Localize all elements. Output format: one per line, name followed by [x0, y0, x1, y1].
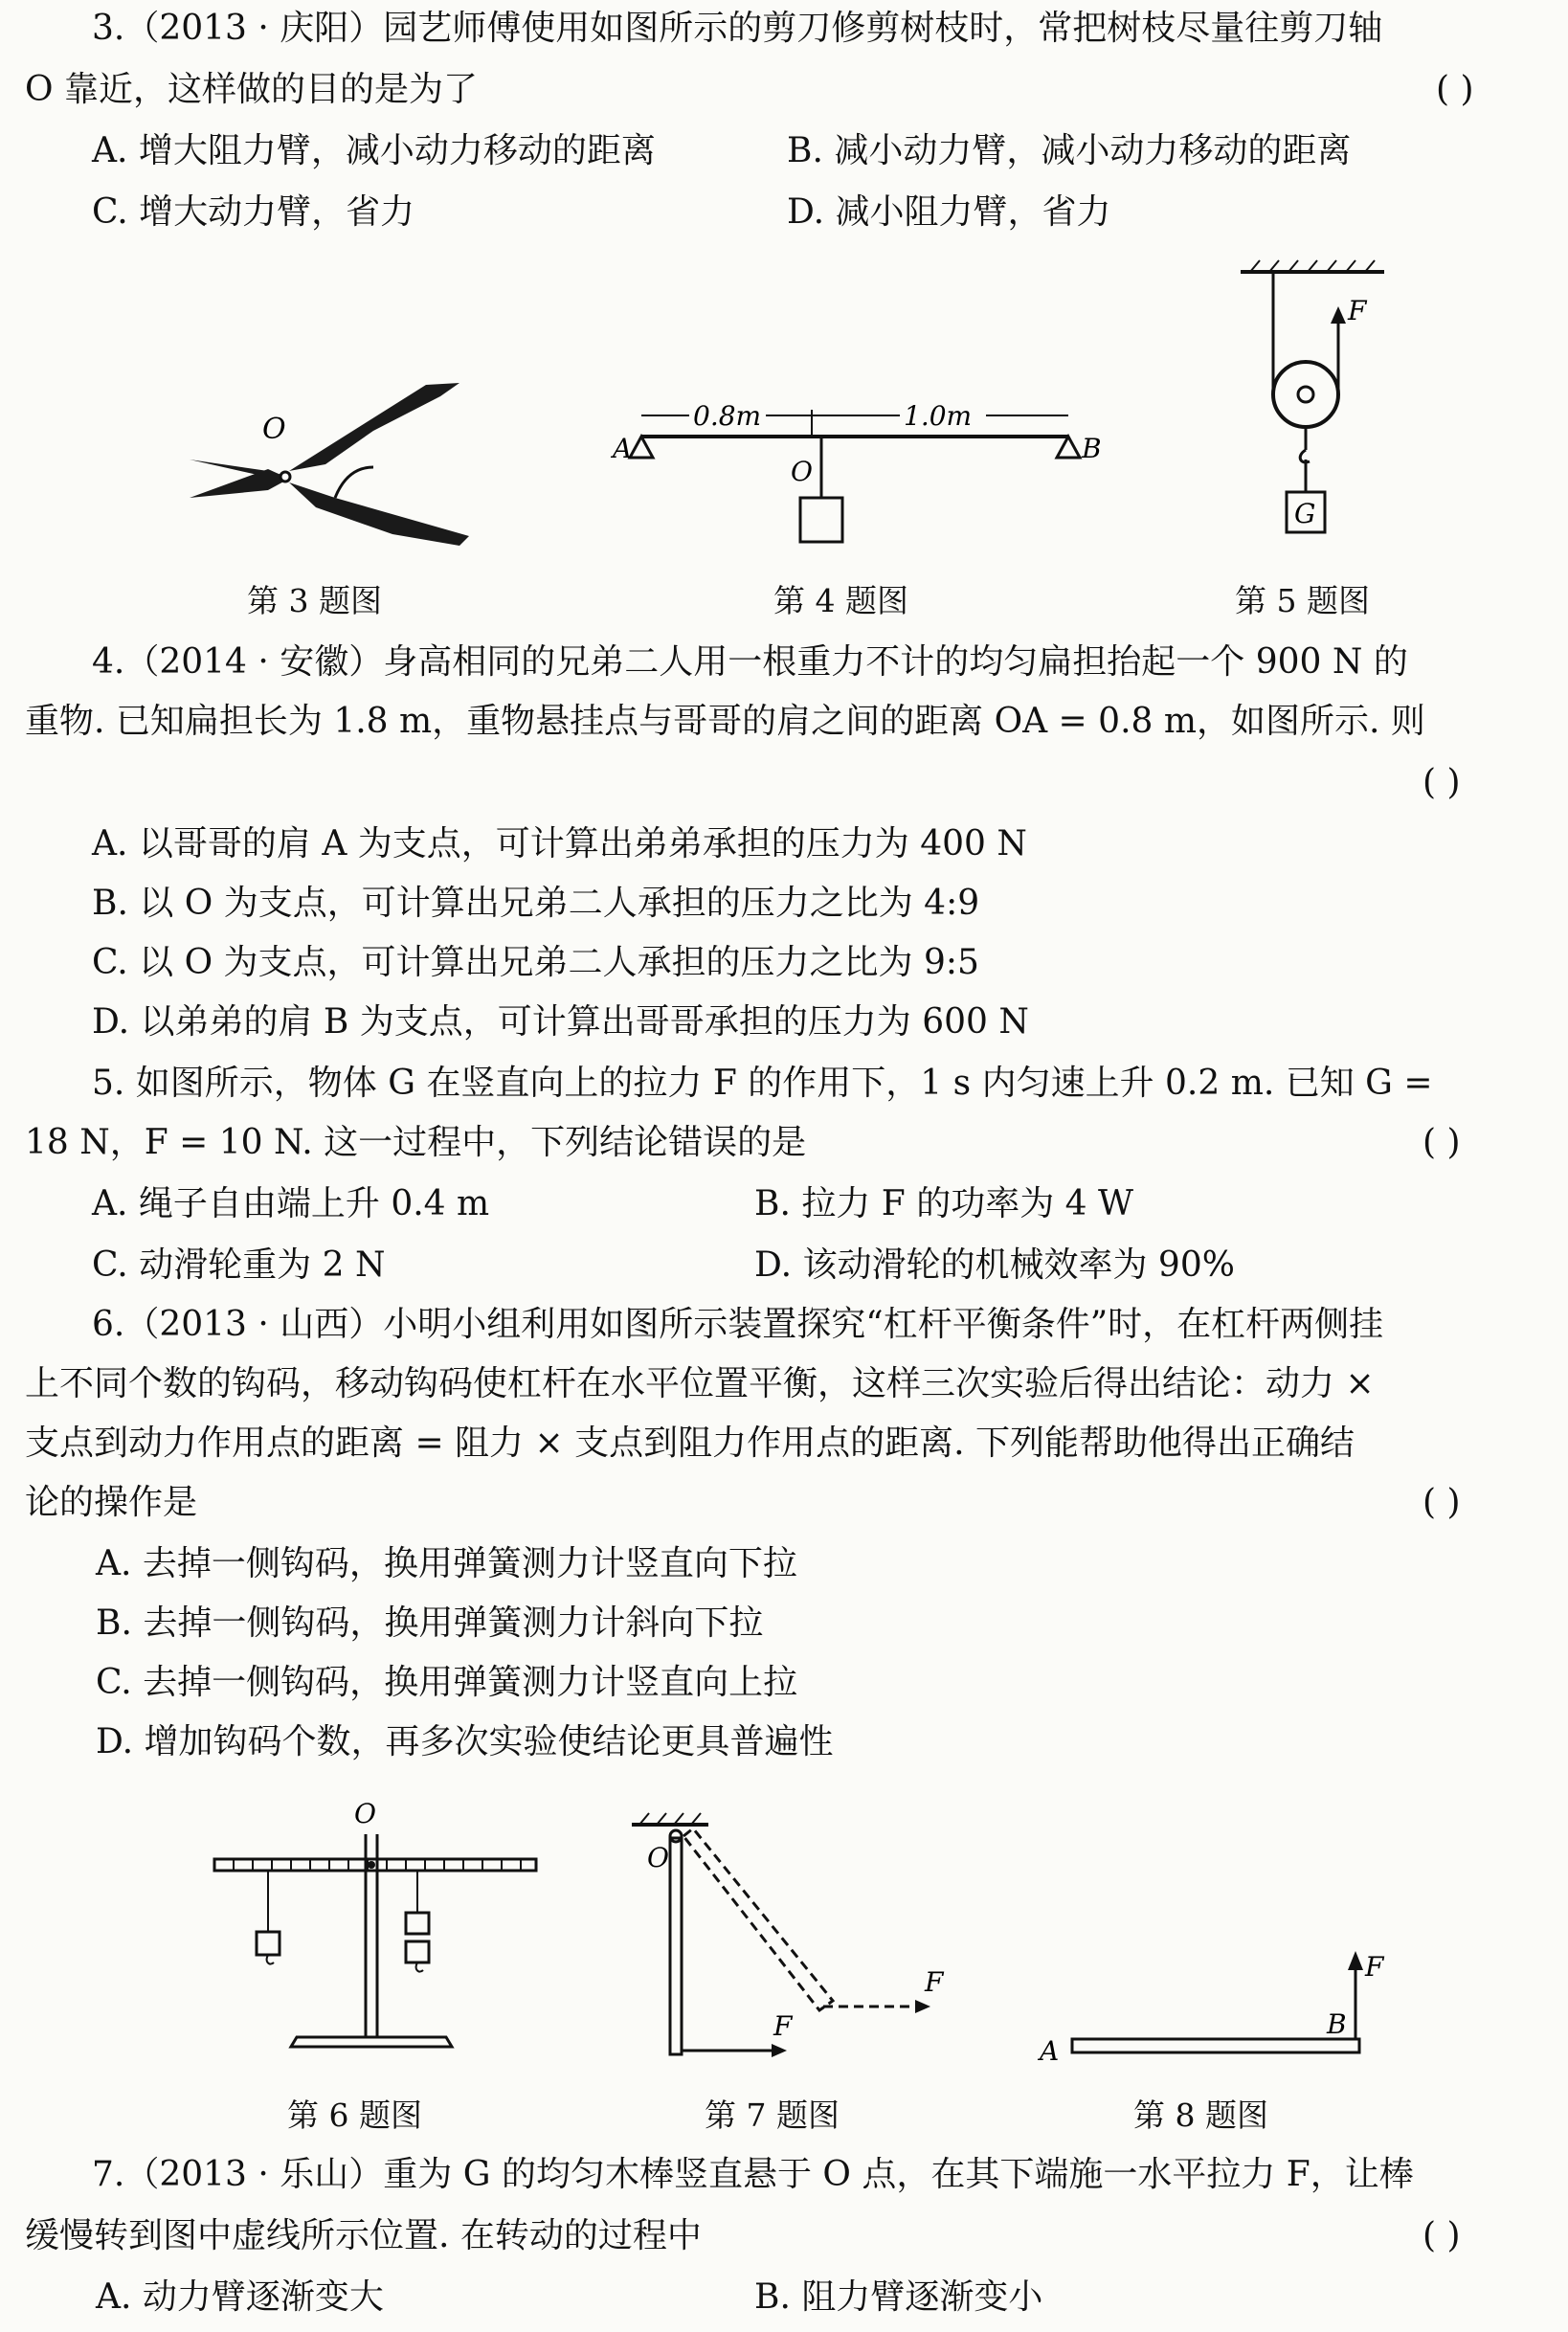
q5-option-b: B. 拉力 F 的功率为 4 W: [754, 1184, 1134, 1223]
fig5-label-g: G: [1294, 498, 1316, 529]
fig4-label-o: O: [791, 456, 813, 487]
fig5-label-f: F: [1348, 295, 1367, 326]
q3-option-a: A. 增大阻力臂，减小动力移动的距离: [92, 131, 656, 170]
figure-8-plank: [1034, 1943, 1384, 2068]
q6-option-c: C. 去掉一侧钩码，换用弹簧测力计竖直向上拉: [96, 1663, 798, 1702]
fig8-label-f: F: [1365, 1951, 1384, 1983]
figure-7-rod: [632, 1809, 976, 2068]
fig7-label-o: O: [647, 1842, 669, 1873]
fig8-caption: 第 8 题图: [1133, 2097, 1268, 2134]
q3-option-b: B. 减小动力臂，减小动力移动的距离: [787, 131, 1352, 170]
q6-option-a: A. 去掉一侧钩码，换用弹簧测力计竖直向下拉: [96, 1544, 797, 1583]
q7-answer-paren: ( ): [1422, 2216, 1461, 2255]
q6-line1: 6.（2013 · 山西）小明小组利用如图所示装置探究“杠杆平衡条件”时，在杠杆两侧挂: [92, 1305, 1384, 1344]
q3-line2: O 靠近，这样做的目的是为了: [25, 70, 478, 109]
q7-line1: 7.（2013 · 乐山）重为 G 的均匀木棒竖直悬于 O 点，在其下端施一水平拉力 F，让棒: [92, 2155, 1414, 2194]
q5-option-a: A. 绳子自由端上升 0.4 m: [92, 1184, 490, 1223]
q5-answer-paren: ( ): [1422, 1123, 1461, 1162]
fig4-dist-right: 1.0m: [904, 400, 973, 432]
figure-5-pulley: [1241, 258, 1394, 565]
q5-line2: 18 N，F = 10 N. 这一过程中，下列结论错误的是: [25, 1123, 807, 1162]
q3-answer-paren: ( ): [1436, 70, 1474, 109]
q6-option-d: D. 增加钩码个数，再多次实验使结论更具普遍性: [96, 1722, 834, 1761]
fig7-caption: 第 7 题图: [705, 2097, 840, 2134]
q4-option-c: C. 以 O 为支点，可计算出兄弟二人承担的压力之比为 9:5: [92, 943, 979, 982]
q7-line2: 缓慢转到图中虚线所示位置. 在转动的过程中: [25, 2216, 702, 2255]
q3-option-c: C. 增大动力臂，省力: [92, 192, 415, 232]
q4-line1: 4.（2014 · 安徽）身高相同的兄弟二人用一根重力不计的均匀扁担抬起一个 900 N 的: [92, 642, 1408, 682]
fig8-label-b: B: [1327, 2008, 1347, 2040]
fig4-caption: 第 4 题图: [773, 582, 908, 619]
q6-line4: 论的操作是: [25, 1483, 198, 1522]
q6-answer-paren: ( ): [1422, 1483, 1461, 1522]
q4-option-a: A. 以哥哥的肩 A 为支点，可计算出弟弟承担的压力为 400 N: [92, 824, 1027, 863]
fig3-label-o: O: [262, 413, 286, 446]
fig3-caption: 第 3 题图: [247, 582, 382, 619]
q4-line2: 重物. 已知扁担长为 1.8 m，重物悬挂点与哥哥的肩之间的距离 OA = 0.8 m，如图所示. 则: [25, 702, 1425, 741]
fig6-caption: 第 6 题图: [287, 2097, 422, 2134]
fig4-label-a: A: [613, 433, 633, 464]
q4-answer-paren: ( ): [1422, 763, 1461, 802]
q6-option-b: B. 去掉一侧钩码，换用弹簧测力计斜向下拉: [96, 1603, 764, 1643]
fig4-label-b: B: [1082, 433, 1102, 464]
figure-6-lever: [201, 1798, 546, 2075]
q7-option-b: B. 阻力臂逐渐变小: [754, 2277, 1043, 2317]
q4-option-b: B. 以 O 为支点，可计算出兄弟二人承担的压力之比为 4:9: [92, 884, 980, 923]
figure-3-scissors: [182, 364, 469, 555]
q7-option-a: A. 动力臂逐渐变大: [96, 2277, 384, 2317]
q3-line1: 3.（2013 · 庆阳）园艺师傅使用如图所示的剪刀修剪树枝时，常把树枝尽量往剪刀轴: [92, 9, 1383, 48]
fig6-label-o: O: [354, 1798, 376, 1829]
q6-line3: 支点到动力作用点的距离 = 阻力 × 支点到阻力作用点的距离. 下列能帮助他得出正确结: [25, 1424, 1355, 1463]
fig5-caption: 第 5 题图: [1235, 582, 1370, 619]
q4-option-d: D. 以弟弟的肩 B 为支点，可计算出哥哥承担的压力为 600 N: [92, 1002, 1029, 1042]
q3-option-d: D. 减小阻力臂，省力: [787, 192, 1111, 232]
q5-option-c: C. 动滑轮重为 2 N: [92, 1245, 386, 1285]
q5-option-d: D. 该动滑轮的机械效率为 90%: [754, 1245, 1235, 1285]
fig7-label-f2: F: [925, 1966, 944, 1998]
figure-4-pole: [613, 400, 1102, 555]
fig4-dist-left: 0.8m: [693, 400, 762, 432]
fig8-label-a: A: [1040, 2035, 1060, 2067]
q6-line2: 上不同个数的钩码，移动钩码使杠杆在水平位置平衡，这样三次实验后得出结论：动力 ×: [25, 1364, 1375, 1403]
q5-line1: 5. 如图所示，物体 G 在竖直向上的拉力 F 的作用下，1 s 内匀速上升 0.2 m. 已知 G =: [92, 1064, 1433, 1103]
fig7-label-f1: F: [773, 2010, 793, 2042]
